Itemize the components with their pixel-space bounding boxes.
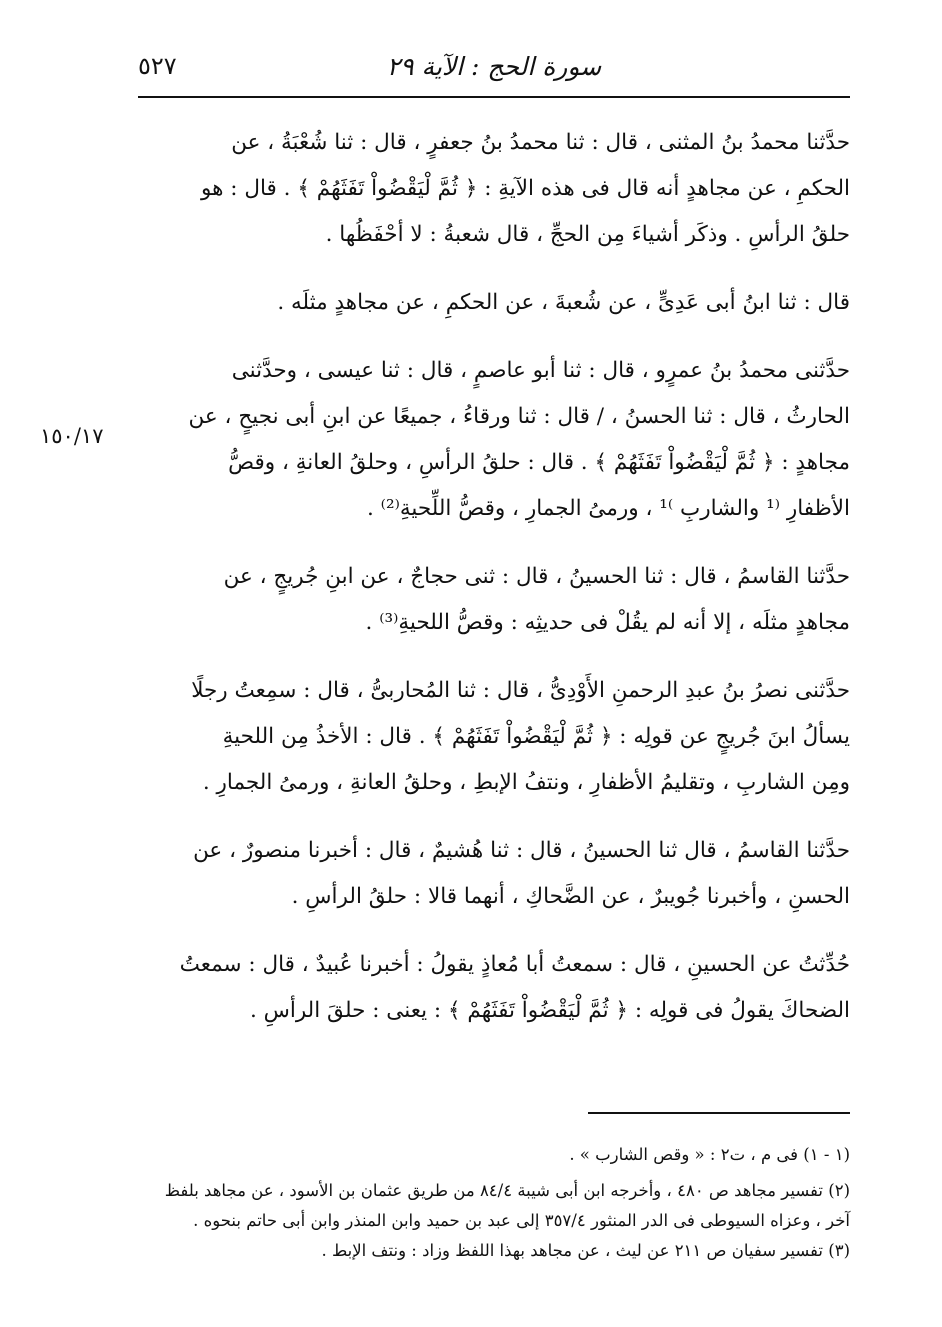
footnote-2: (٢) تفسير مجاهد ص ٤٨٠ ، وأخرجه ابن أبى شيبة ٨٤/٤ من طريق عثمان بن الأسود ، عن مجاهد بلفظ (164, 1181, 850, 1200)
text-line: الضحاكَ يقولُ فى قولِه : ﴿ ثُمَّ لْيَقْضُواْ تَفَثَهُمْ ﴾ : يعنى : حلقَ الرأسِ . (249, 998, 850, 1023)
footnote-2-continued: آخر ، وعزاه السيوطى فى الدر المنثور ٣٥٧/٤ إلى عبد بن حميد وابن المنذر وابن أبى حاتم بنحوه . (193, 1211, 850, 1230)
paragraph-2 (138, 280, 850, 326)
paragraph-4 (138, 554, 850, 646)
running-title: سورة الحج : الآية ٢٩ (386, 52, 602, 81)
paragraph-1 (138, 120, 850, 258)
text-line: حدَّثنا محمدُ بنُ المثنى ، قال : ثنا محمدُ بنُ جعفرٍ ، قال : ثنا شُعْبَةُ ، عن (231, 130, 850, 155)
header-rule (138, 96, 850, 98)
text-line: حدَّثنى محمدُ بنُ عمرٍو ، قال : ثنا أبو عاصمٍ ، قال : ثنا عيسى ، وحدَّثنى (231, 358, 850, 383)
text-line: مجاهدٍ مثلَه ، إلا أنه لم يقُلْ فى حديثِه : وقصُّ اللحيةِ⁽³⁾ . (365, 610, 850, 635)
footnote-1: (١ - ١) فى م ، ت٢ : « وقص الشارب » . (569, 1145, 850, 1164)
text-line: الحكمِ ، عن مجاهدٍ أنه قال فى هذه الآيةِ : ﴿ ثُمَّ لْيَقْضُواْ تَفَثَهُمْ ﴾ . قال : هو (201, 176, 850, 201)
text-line: الأظفارِ ⁽¹ والشاربِ ⁾¹ ، ورمىُ الجمارِ ، وقصُّ اللِّحيةِ⁽²⁾ . (367, 496, 850, 521)
text-line: يسألُ ابنَ جُريجٍ عن قولِه : ﴿ ثُمَّ لْيَقْضُواْ تَفَثَهُمْ ﴾ . قال : الأخذُ مِن اللحيةِ (222, 724, 850, 749)
footnote-3: (٣) تفسير سفيان ص ٢١١ عن ليث ، عن مجاهد بهذا اللفظ وزاد : ونتف الإبط . (321, 1241, 850, 1260)
text-line: الحارثُ ، قال : ثنا الحسنُ ، / قال : ثنا ورقاءُ ، جميعًا عن ابنِ أبى نجيحٍ ، عن (188, 404, 850, 429)
text-line: حلقُ الرأسِ . وذكَر أشياءَ مِن الحجِّ ، قال شعبةُ : لا أحْفَظُها . (325, 222, 850, 247)
text-line: حدَّثنى نصرُ بنُ عبدِ الرحمنِ الأَوْدِىُّ ، قال : ثنا المُحاربىُّ ، قال : سمِعتُ رجلًا (191, 678, 850, 703)
paragraph-6 (138, 828, 850, 920)
text-line: ومِن الشاربِ ، وتقليمُ الأظفارِ ، ونتفُ الإبطِ ، وحلقُ العانةِ ، ورمىُ الجمارِ . (202, 770, 850, 795)
text-line: مجاهدٍ : ﴿ ثُمَّ لْيَقْضُواْ تَفَثَهُمْ ﴾ . قال : حلقُ الرأسِ ، وحلقُ العانةِ ، وقصُّ (228, 450, 850, 475)
footnotes (138, 1140, 850, 1266)
main-text (138, 120, 850, 1056)
footnote-rule (588, 1112, 850, 1114)
paragraph-5 (138, 668, 850, 806)
text-line: الحسنِ ، وأخبرنا جُويبرٌ ، عن الضَّحاكِ ، أنهما قالا : حلقُ الرأسِ . (291, 884, 850, 909)
margin-reference: ١٥٠/١٧ (40, 424, 104, 448)
paragraph-3 (138, 348, 850, 532)
text-line: حُدِّثتُ عن الحسينِ ، قال : سمعتُ أبا مُعاذٍ يقولُ : أخبرنا عُبيدٌ ، قال : سمعتُ (179, 952, 850, 977)
text-line: قال : ثنا ابنُ أبى عَدِىٍّ ، عن شُعبةَ ، عن الحكمِ ، عن مجاهدٍ مثلَه . (277, 290, 850, 315)
page-number: ٥٢٧ (138, 52, 177, 80)
page-header (138, 48, 850, 92)
paragraph-7 (138, 942, 850, 1034)
text-line: حدَّثنا القاسمُ ، قال : ثنا الحسينُ ، قال : ثنى حجاجٌ ، عن ابنِ جُريجٍ ، عن (223, 564, 850, 589)
text-line: حدَّثنا القاسمُ ، قال ثنا الحسينُ ، قال : ثنا هُشيمٌ ، قال : أخبرنا منصورٌ ، عن (193, 838, 850, 863)
